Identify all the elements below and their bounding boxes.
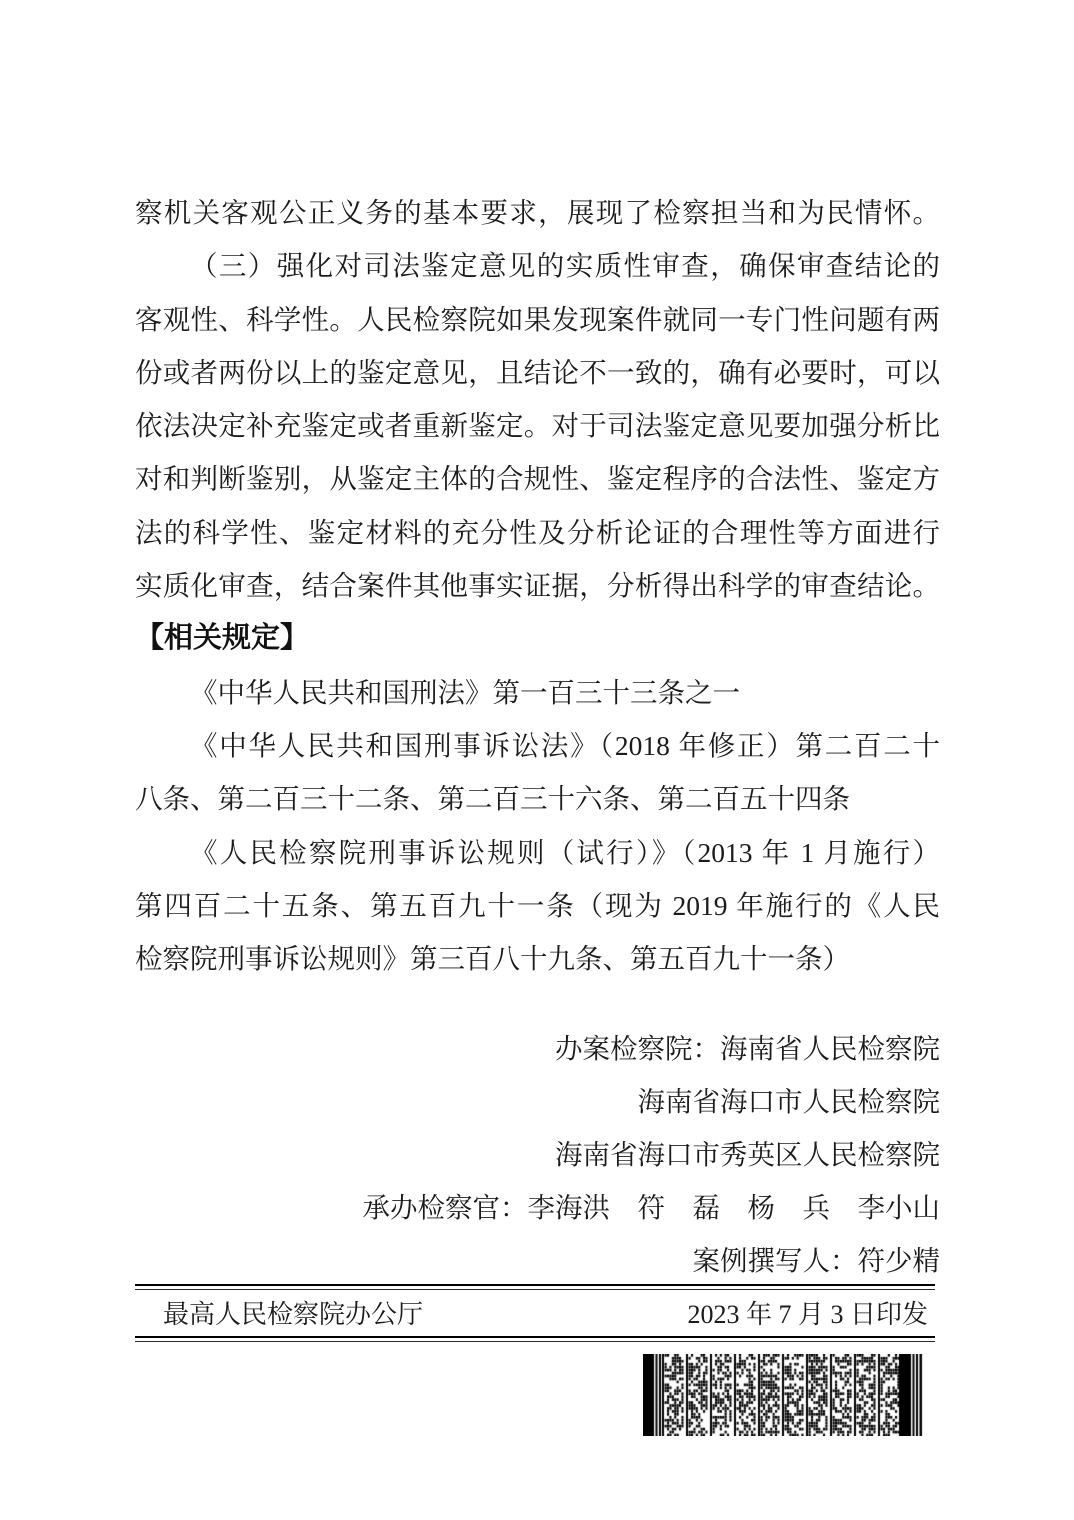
text-line: 察机关客观公正义务的基本要求，展现了检察担当和为民情怀。 (135, 197, 940, 228)
text-line: 依法决定补充鉴定或者重新鉴定。对于司法鉴定意见要加强分析比 (135, 410, 940, 442)
text-line: 八条、第二百三十二条、第二百三十六条、第二百五十四条 (135, 783, 850, 815)
signature-line-case-writer: 案例撰写人：符少精 (692, 1245, 940, 1276)
footer-rule-top (135, 1284, 935, 1290)
text-line: 份或者两份以上的鉴定意见，且结论不一致的，确有必要时，可以 (135, 356, 940, 388)
main-text-block (135, 186, 940, 985)
signature-line-handling-procuratorate: 办案检察院：海南省人民检察院 (555, 1033, 940, 1064)
text-line: 检察院刑事诉讼规则》第三百八十九条、第五百九十一条） (135, 943, 850, 975)
signature-line-prosecutors: 承办检察官：李海洪 符 磊 杨 兵 李小山 (362, 1192, 940, 1223)
text-line: 法的科学性、鉴定材料的充分性及分析论证的合理性等方面进行 (135, 516, 940, 548)
text-line: 对和判断鉴别，从鉴定主体的合规性、鉴定程序的合法性、鉴定方 (135, 463, 940, 495)
footer-print-date: 2023 年 7 月 3 日印发 (687, 1300, 928, 1329)
text-line: 《中华人民共和国刑法》第一百三十三条之一 (190, 676, 740, 708)
footer-issuer: 最高人民检察院办公厅 (163, 1300, 424, 1329)
signature-block (135, 1022, 940, 1287)
text-line: 《人民检察院刑事诉讼规则（试行）》（2013 年 1 月施行） (190, 836, 940, 868)
text-line: 第四百二十五条、第五百九十一条（现为 2019 年施行的《人民 (135, 889, 940, 921)
text-line: 实质化审查，结合案件其他事实证据，分析得出科学的审查结论。 (135, 570, 940, 602)
signature-line-procuratorate-2: 海南省海口市人民检察院 (637, 1086, 940, 1117)
text-line: 《中华人民共和国刑事诉讼法》（2018 年修正）第二百二十 (190, 729, 940, 761)
footer-rule-bottom (135, 1336, 935, 1342)
footer-row (135, 1298, 940, 1332)
pdf417-barcode (643, 1354, 923, 1436)
text-line: （三）强化对司法鉴定意见的实质性审查，确保审查结论的 (190, 250, 940, 282)
text-line: 客观性、科学性。人民检察院如果发现案件就同一专门性问题有两 (135, 303, 940, 335)
section-heading-related-provisions: 【相关规定】 (135, 622, 310, 655)
signature-line-procuratorate-3: 海南省海口市秀英区人民检察院 (555, 1139, 940, 1170)
